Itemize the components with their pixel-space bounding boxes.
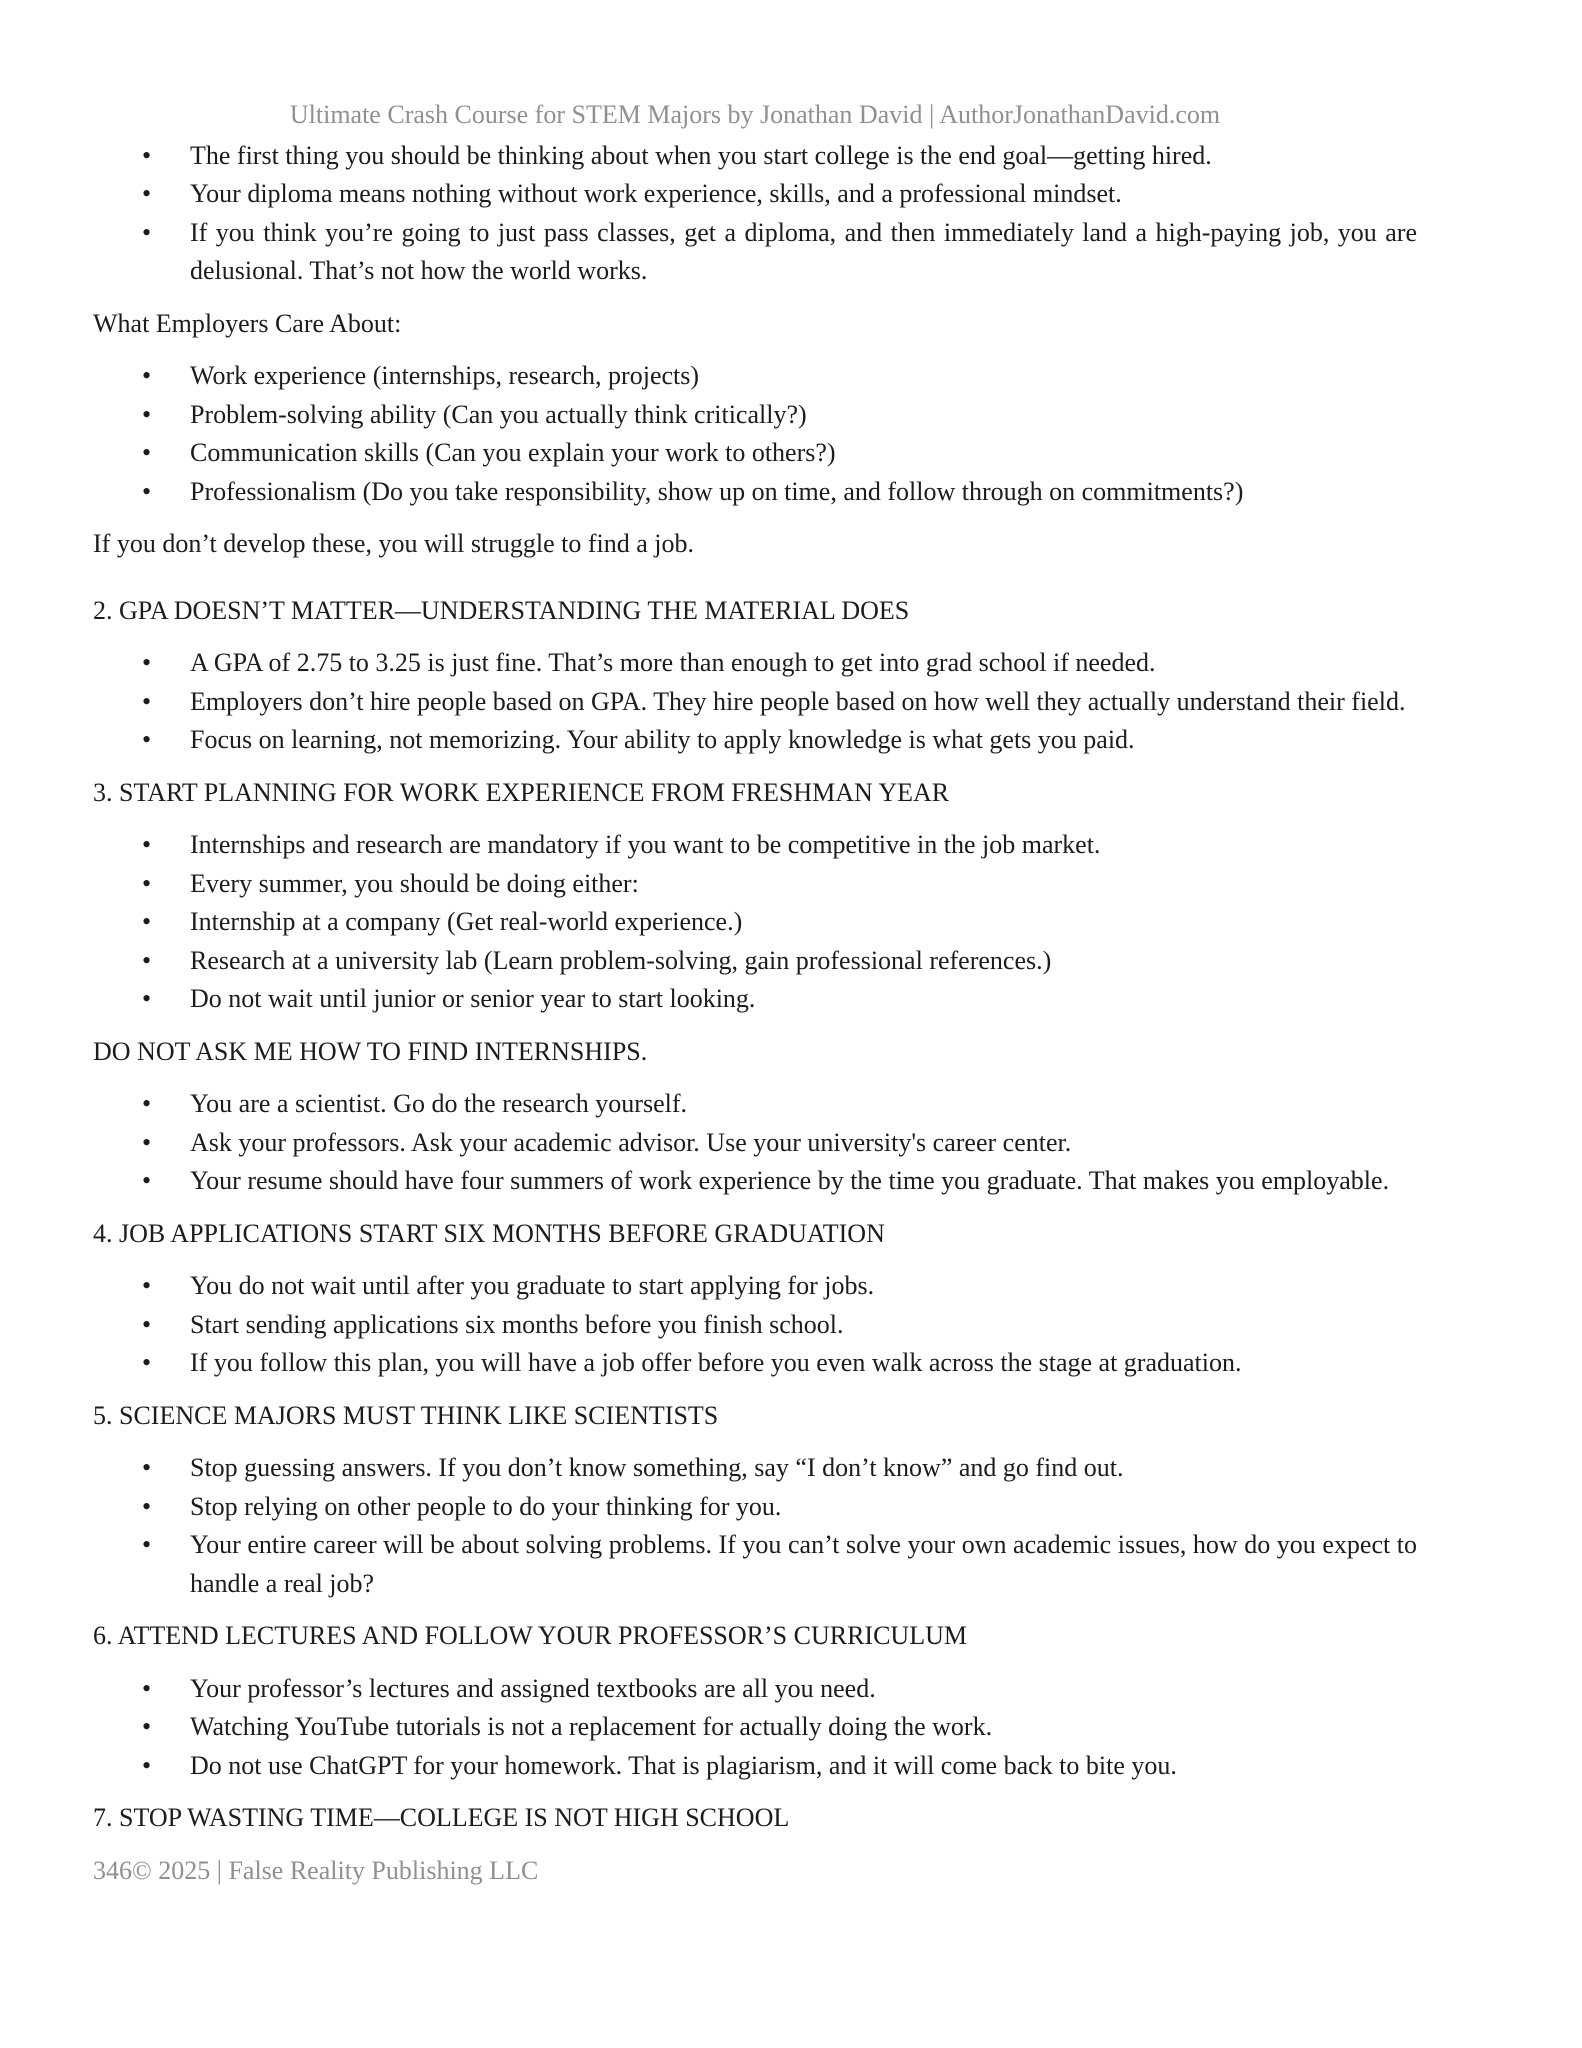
page-footer: 346© 2025 | False Reality Publishing LLC [93, 1855, 539, 1885]
list-item: • Stop relying on other people to do your thinking for you. [93, 1488, 1417, 1527]
list-item: • You do not wait until after you graduate to start applying for jobs. [93, 1267, 1417, 1306]
employers-list [93, 357, 1417, 511]
list-item: • Watching YouTube tutorials is not a replacement for actually doing the work. [93, 1708, 1417, 1747]
list-item: • If you follow this plan, you will have a job offer before you even walk across the stage at graduation. [93, 1344, 1417, 1383]
list-item: • Focus on learning, not memorizing. Your ability to apply knowledge is what gets you paid. [93, 721, 1417, 760]
list-item: • Do not use ChatGPT for your homework. That is plagiarism, and it will come back to bite you. [93, 1747, 1417, 1786]
list-item: • Your entire career will be about solving problems. If you can’t solve your own academic issues, how do you expect to handle a real job? [93, 1526, 1417, 1603]
list-item: • Research at a university lab (Learn problem-solving, gain professional references.) [93, 942, 1417, 981]
internships-note-list [93, 1085, 1417, 1201]
section-heading-6: 6. ATTEND LECTURES AND FOLLOW YOUR PROFESSOR’S CURRICULUM [93, 1621, 967, 1650]
section-heading-3: 3. START PLANNING FOR WORK EXPERIENCE FROM FRESHMAN YEAR [93, 777, 950, 807]
list-item: • Problem-solving ability (Can you actually think critically?) [93, 396, 1417, 435]
page-header: Ultimate Crash Course for STEM Majors by Jonathan David | AuthorJonathanDavid.com [289, 100, 1221, 129]
list-item: • Stop guessing answers. If you don’t know something, say “I don’t know” and go find out. [93, 1449, 1417, 1488]
list-item: • Your resume should have four summers of work experience by the time you graduate. That makes you employable. [93, 1162, 1417, 1201]
list-item: • Your diploma means nothing without work experience, skills, and a professional mindset. [93, 175, 1417, 214]
list-item: • Internships and research are mandatory if you want to be competitive in the job market. [93, 826, 1417, 865]
section-heading-7: 7. STOP WASTING TIME—COLLEGE IS NOT HIGH SCHOOL [93, 1803, 790, 1832]
list-item: • Employers don’t hire people based on GPA. They hire people based on how well they actually understand their field. [93, 683, 1417, 722]
internships-note: DO NOT ASK ME HOW TO FIND INTERNSHIPS. [93, 1036, 648, 1066]
section5-list [93, 1449, 1417, 1603]
list-item: • Internship at a company (Get real-world experience.) [93, 903, 1417, 942]
employers-conclusion: If you don’t develop these, you will struggle to find a job. [93, 529, 695, 558]
list-item: • Work experience (internships, research, projects) [93, 357, 1417, 396]
section3-list [93, 826, 1417, 1019]
section-heading-5: 5. SCIENCE MAJORS MUST THINK LIKE SCIENTISTS [93, 1400, 719, 1430]
list-item: • Every summer, you should be doing either: [93, 865, 1417, 904]
list-item: • A GPA of 2.75 to 3.25 is just fine. That’s more than enough to get into grad school if needed. [93, 644, 1417, 683]
list-item: • You are a scientist. Go do the research yourself. [93, 1085, 1417, 1124]
list-item: • Professionalism (Do you take responsibility, show up on time, and follow through on commitments?) [93, 473, 1417, 512]
list-item: • The first thing you should be thinking about when you start college is the end goal—getting hired. [93, 137, 1417, 176]
list-item: • Your professor’s lectures and assigned textbooks are all you need. [93, 1670, 1417, 1709]
list-item: • Ask your professors. Ask your academic advisor. Use your university's career center. [93, 1124, 1417, 1163]
intro-list [93, 137, 1417, 291]
list-item: • Do not wait until junior or senior year to start looking. [93, 980, 1417, 1019]
section6-list [93, 1670, 1417, 1786]
section-heading-2: 2. GPA DOESN’T MATTER—UNDERSTANDING THE MATERIAL DOES [93, 595, 910, 625]
list-item: • If you think you’re going to just pass classes, get a diploma, and then immediately land a high-paying job, you are delusional. That’s not how the world works. [93, 214, 1417, 291]
section2-list [93, 644, 1417, 760]
list-item: • Start sending applications six months before you finish school. [93, 1306, 1417, 1345]
list-item: • Communication skills (Can you explain your work to others?) [93, 434, 1417, 473]
employers-title: What Employers Care About: [93, 308, 402, 338]
section4-list [93, 1267, 1417, 1383]
section-heading-4: 4. JOB APPLICATIONS START SIX MONTHS BEFORE GRADUATION [93, 1218, 885, 1248]
